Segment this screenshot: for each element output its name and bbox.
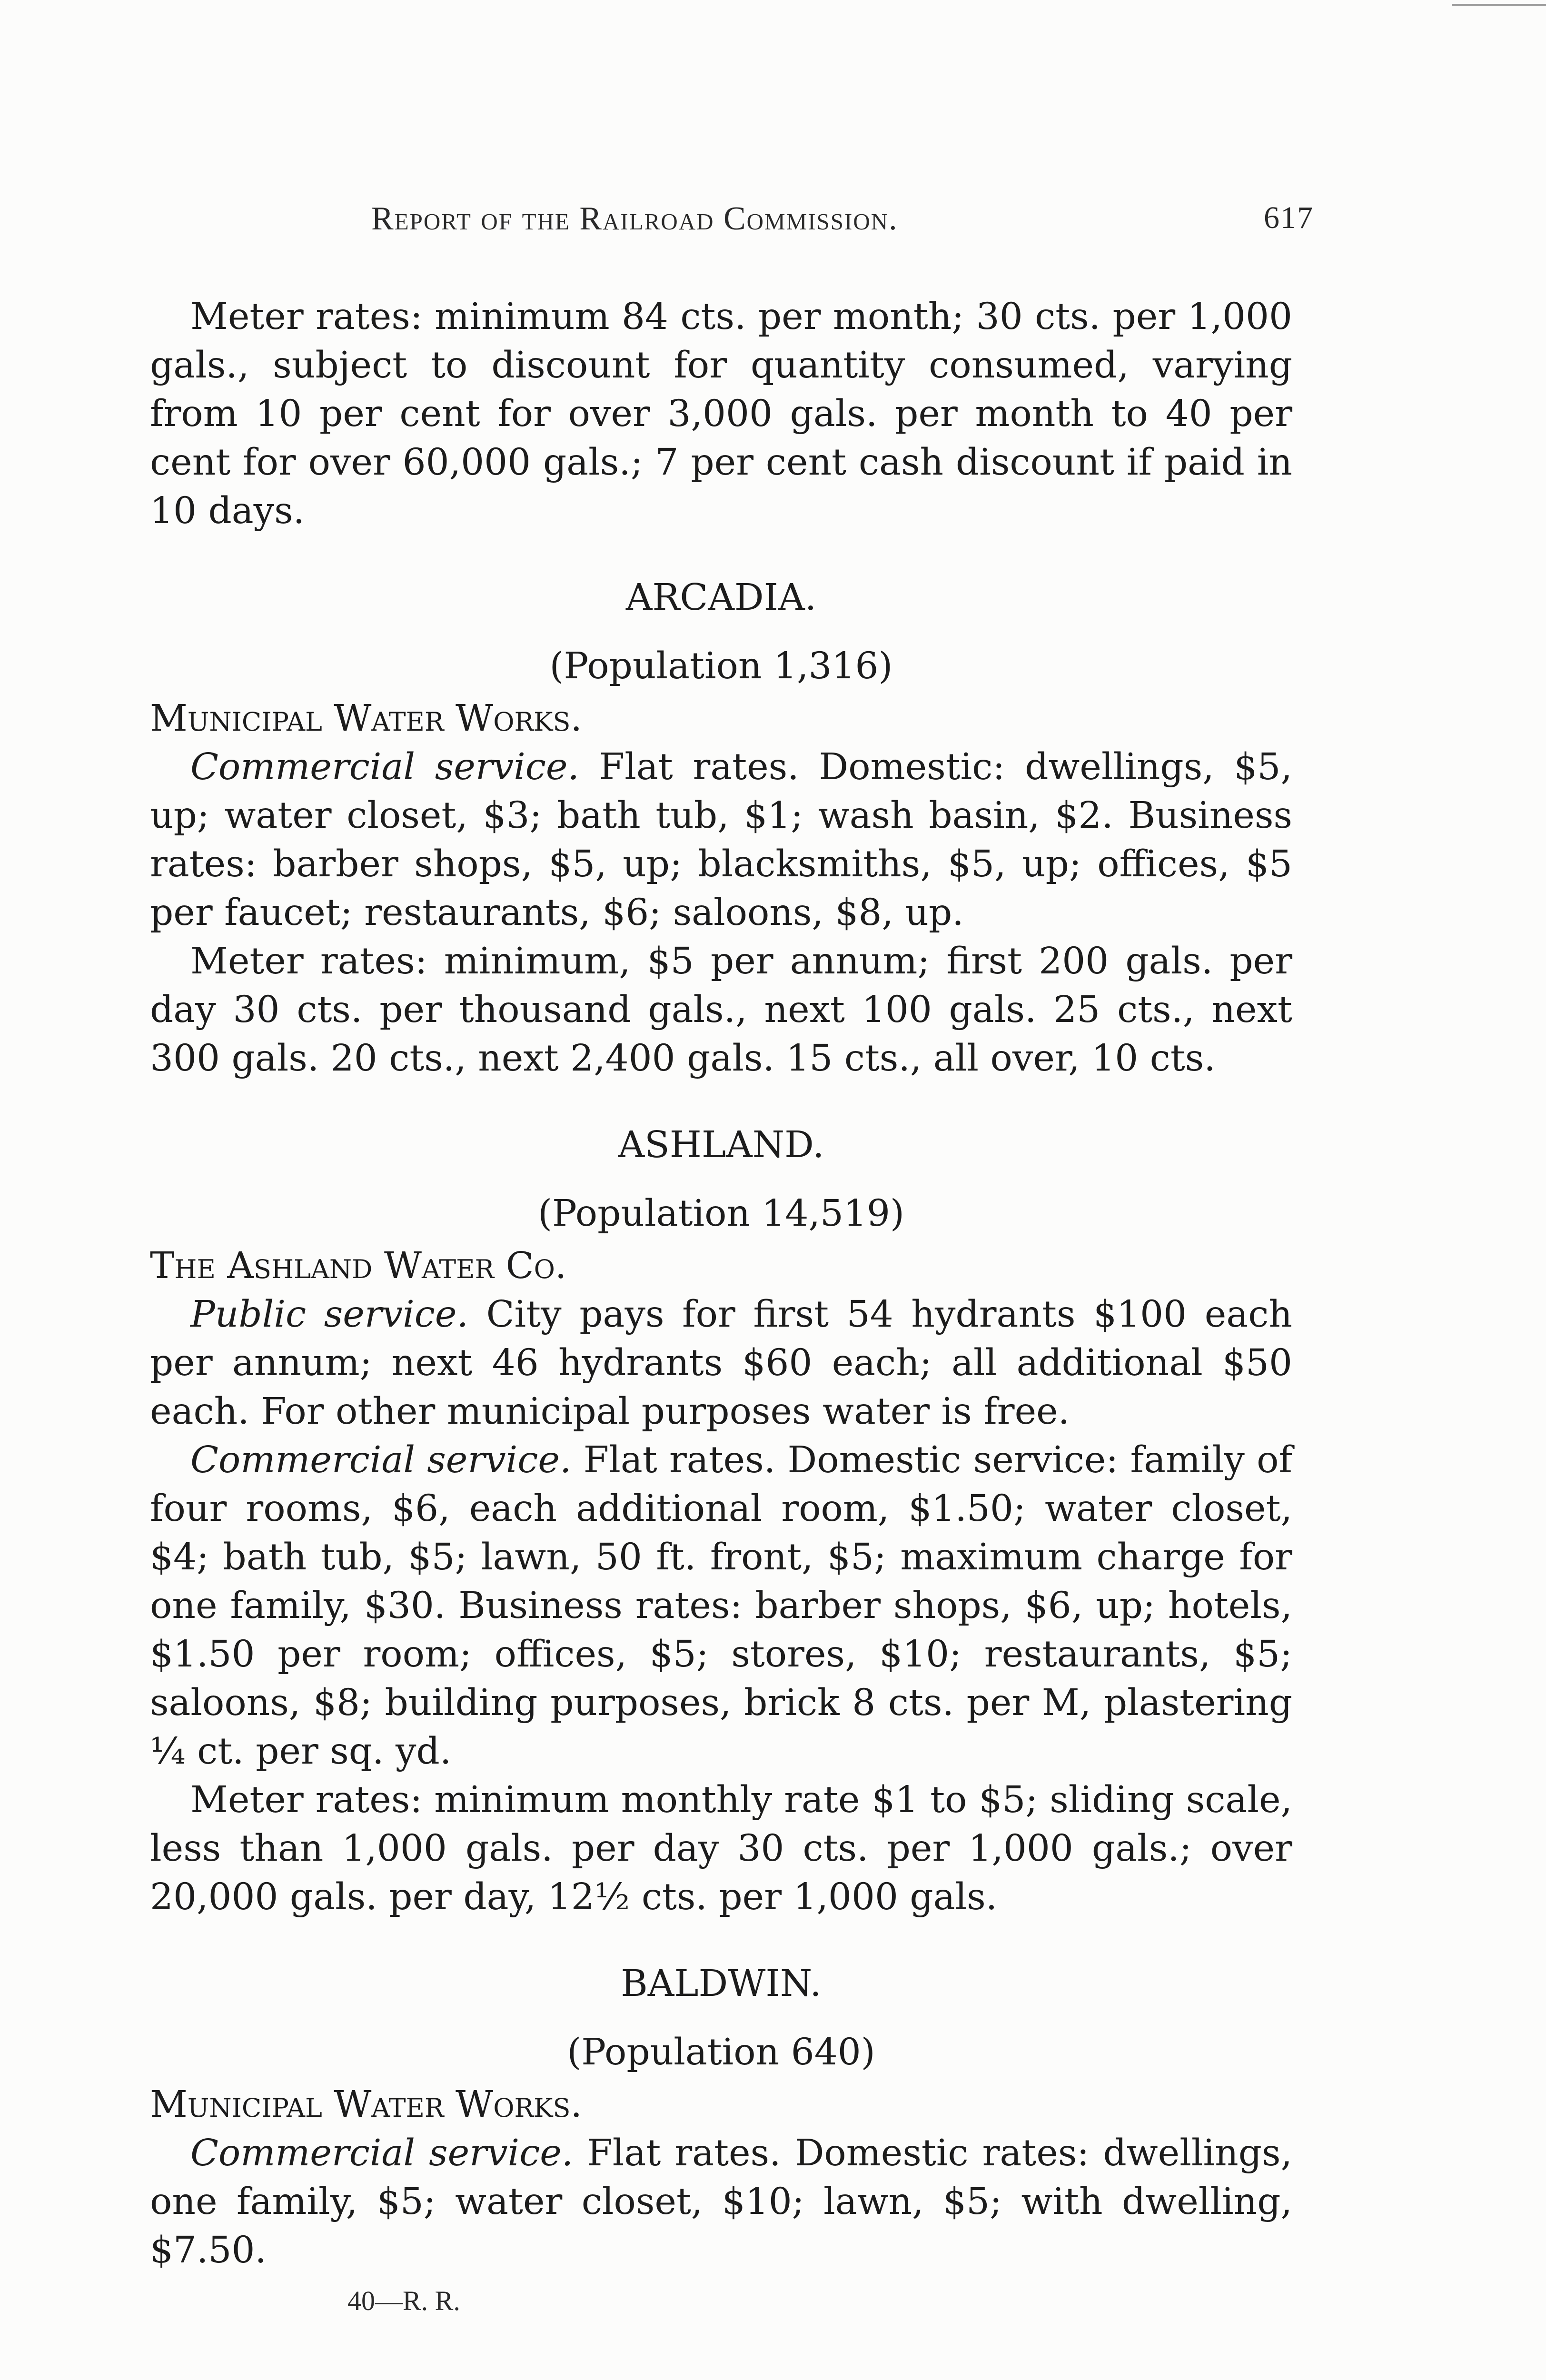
water-works-owner: Municipal Water Works. bbox=[150, 697, 582, 740]
public-service-text: City pays for first 54 hydrants $100 each per annum; next 46 hydrants $60 each; all additional $50 each. For other municipal purposes water is free. bbox=[150, 1293, 1292, 1433]
population-line: (Population 640) bbox=[567, 2031, 875, 2073]
body-text bbox=[150, 293, 1292, 2275]
page-number: 617 bbox=[1264, 200, 1314, 235]
running-header bbox=[371, 200, 1314, 238]
commercial-service-text: Flat rates. Domestic: dwellings, $5, up; water closet, $3; bath tub, $1; wash basin, $2. Business rates: barber shops, $5, up; blacksmiths, $5, up; offices, $5 per faucet; restaurants, $6; saloons, $8, up. bbox=[150, 746, 1292, 934]
commercial-service-paragraph bbox=[150, 743, 1292, 937]
commercial-service-label: Commercial service. bbox=[190, 746, 579, 788]
section-baldwin bbox=[150, 1960, 1292, 2275]
public-service-paragraph bbox=[150, 1290, 1292, 1436]
header-title: Report of the Railroad Commission. bbox=[371, 200, 898, 237]
scan-edge-line bbox=[1452, 4, 1546, 6]
commercial-service-text: Flat rates. Domestic service: family of four rooms, $6, each additional room, $1.50; water closet, $4; bath tub, $5; lawn, 50 ft. front, $5; maximum charge for one family, $30. Business rates: barber shops, $6, up; hotels, $1.50 per room; offices, $5; stores, $10; restaurants, $5; saloons, $8; building purposes, brick 8 cts. per M, plastering ¼ ct. per sq. yd. bbox=[150, 1439, 1292, 1773]
section-arcadia bbox=[150, 574, 1292, 1083]
intro-paragraph: Meter rates: minimum 84 cts. per month; 30 cts. per 1,000 gals., subject to discount for quantity consumed, varying from 10 per cent for over 3,000 gals. per month to 40 per cent for over 60,000 gals.; 7 per cent cash discount if paid in 10 days. bbox=[150, 296, 1292, 532]
commercial-service-label: Commercial service. bbox=[190, 2132, 574, 2174]
water-works-owner: Municipal Water Works. bbox=[150, 2083, 582, 2126]
town-heading: ASHLAND. bbox=[618, 1124, 824, 1166]
commercial-service-paragraph bbox=[150, 2129, 1292, 2275]
commercial-service-paragraph bbox=[150, 1436, 1292, 1776]
town-heading: BALDWIN. bbox=[621, 1963, 822, 2005]
commercial-service-text: Flat rates. Domestic rates: dwellings, one family, $5; water closet, $10; lawn, $5; with dwelling, $7.50. bbox=[150, 2132, 1292, 2271]
town-heading: ARCADIA. bbox=[625, 576, 817, 619]
population-line: (Population 14,519) bbox=[538, 1192, 904, 1235]
meter-rates-paragraph: Meter rates: minimum, $5 per annum; first 200 gals. per day 30 cts. per thousand gals., next 100 gals. 25 cts., next 300 gals. 20 cts., next 2,400 gals. 15 cts., all over, 10 cts. bbox=[150, 940, 1292, 1080]
signature-mark: 40—R. R. bbox=[347, 2285, 460, 2316]
section-ashland bbox=[150, 1121, 1292, 1922]
population-line: (Population 1,316) bbox=[549, 645, 893, 687]
water-works-owner: The Ashland Water Co. bbox=[150, 1245, 567, 1287]
public-service-label: Public service. bbox=[190, 1293, 468, 1336]
meter-rates-paragraph: Meter rates: minimum monthly rate $1 to $5; sliding scale, less than 1,000 gals. per day 30 cts. per 1,000 gals.; over 20,000 gals. per day, 12½ cts. per 1,000 gals. bbox=[150, 1779, 1292, 1918]
commercial-service-label: Commercial service. bbox=[190, 1439, 572, 1481]
